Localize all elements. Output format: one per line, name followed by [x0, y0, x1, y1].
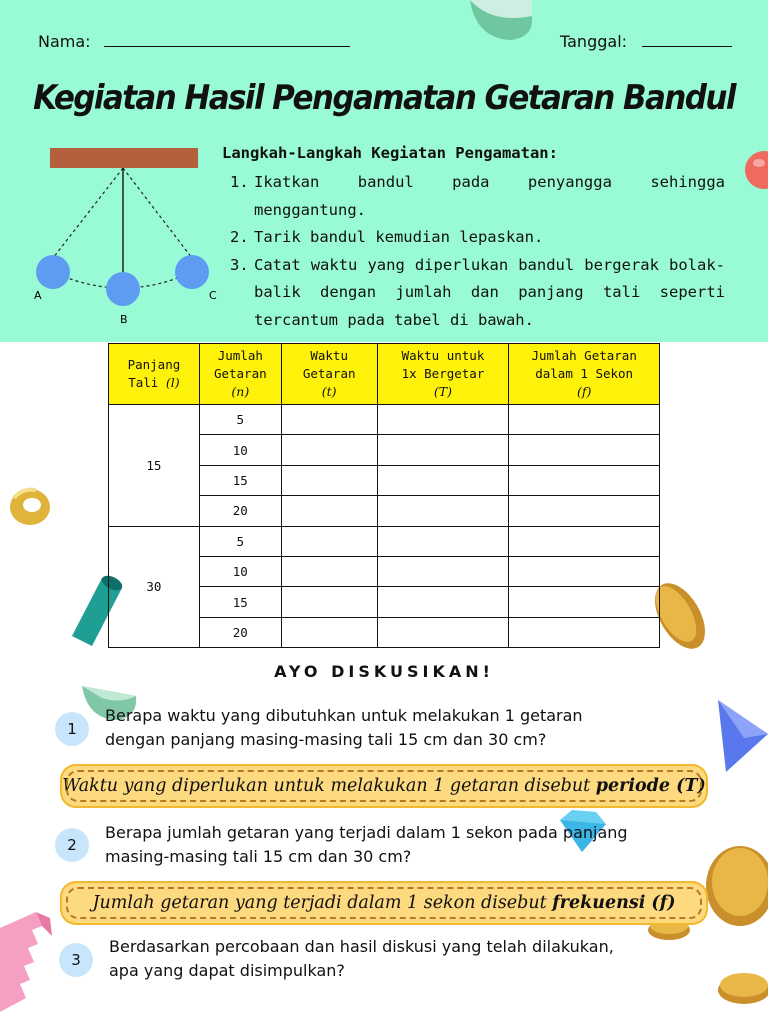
question-2 — [105, 821, 628, 869]
answer-cell[interactable] — [509, 465, 660, 495]
answer-cell[interactable] — [377, 617, 509, 647]
question-line: masing-masing tali 15 cm dan 30 cm? — [105, 847, 412, 866]
steps-heading: Langkah-Langkah Kegiatan Pengamatan: — [222, 144, 558, 162]
question-line: Berapa waktu yang dibutuhkan untuk melakukan 1 getaran — [105, 706, 583, 725]
step-item — [230, 252, 725, 335]
count-cell: 5 — [199, 405, 281, 435]
count-cell: 20 — [199, 496, 281, 526]
step-item — [230, 224, 725, 252]
answer-cell[interactable] — [281, 587, 377, 617]
count-cell: 15 — [199, 465, 281, 495]
question-number-badge: 1 — [55, 712, 89, 746]
answer-cell[interactable] — [377, 526, 509, 556]
header-waktu-getaran: Waktu Getaran (t) — [281, 344, 377, 405]
answer-cell[interactable] — [281, 435, 377, 465]
question-1 — [105, 704, 583, 752]
coin-stack-decoration — [696, 842, 768, 928]
answer-cell[interactable] — [281, 405, 377, 435]
answer-cell[interactable] — [377, 435, 509, 465]
answer-cell[interactable] — [377, 587, 509, 617]
count-cell: 10 — [199, 435, 281, 465]
answer-cell[interactable] — [281, 496, 377, 526]
bob-c — [175, 255, 209, 289]
label-c: C — [209, 289, 217, 302]
banner-text: Jumlah getaran yang terjadi dalam 1 sekon disebut frekuensi (f) — [92, 893, 676, 913]
date-field[interactable] — [560, 32, 732, 51]
label-b: B — [120, 313, 128, 326]
red-ball-decoration — [740, 150, 768, 190]
bob-b — [106, 272, 140, 306]
answer-cell[interactable] — [509, 556, 660, 586]
step-number: 3. — [230, 255, 249, 274]
count-cell: 20 — [199, 617, 281, 647]
bob-a — [36, 255, 70, 289]
header-panjang-tali: Panjang Tali (l) — [109, 344, 200, 405]
answer-cell[interactable] — [509, 405, 660, 435]
question-number-badge: 3 — [59, 943, 93, 977]
banner-text: Waktu yang diperlukan untuk melakukan 1 getaran disebut periode (T) — [62, 776, 706, 796]
answer-cell[interactable] — [509, 435, 660, 465]
answer-cell[interactable] — [377, 496, 509, 526]
answer-cell[interactable] — [377, 465, 509, 495]
steps-list — [230, 169, 725, 334]
answer-cell[interactable] — [281, 526, 377, 556]
length-cell: 15 — [109, 405, 200, 527]
banner-term: frekuensi (f) — [552, 893, 676, 913]
page-title: Kegiatan Hasil Pengamatan Getaran Bandul — [33, 78, 735, 118]
answer-cell[interactable] — [281, 465, 377, 495]
step-text: Catat waktu yang diperlukan bandul bergerak bolak-balik dengan jumlah dan panjang tali seperti tercantum pada tabel di bawah. — [254, 255, 725, 329]
periode-banner — [60, 764, 708, 808]
answer-cell[interactable] — [377, 556, 509, 586]
green-hemisphere-decoration — [466, 0, 536, 42]
question-number-badge: 2 — [55, 828, 89, 862]
name-label: Nama: — [38, 32, 91, 51]
table-row — [109, 526, 660, 556]
question-3 — [109, 935, 614, 983]
step-text: Tarik bandul kemudian lepaskan. — [254, 228, 544, 246]
table-header-row — [109, 344, 660, 405]
pink-steps-decoration — [0, 908, 54, 1016]
answer-cell[interactable] — [509, 526, 660, 556]
question-line: apa yang dapat disimpulkan? — [109, 961, 345, 980]
header-jumlah-1-sekon: Jumlah Getaran dalam 1 Sekon (f) — [509, 344, 660, 405]
step-number: 1. — [230, 173, 249, 191]
count-cell: 15 — [199, 587, 281, 617]
answer-cell[interactable] — [509, 617, 660, 647]
header-waktu-1x: Waktu untuk 1x Bergetar (T) — [377, 344, 509, 405]
question-line: Berapa jumlah getaran yang terjadi dalam 1 sekon pada panjang — [105, 823, 628, 842]
step-text: Ikatkan bandul pada penyangga sehingga menggantung. — [254, 173, 725, 219]
question-line: Berdasarkan percobaan dan hasil diskusi yang telah dilakukan, — [109, 937, 614, 956]
answer-cell[interactable] — [509, 587, 660, 617]
pendulum-diagram — [24, 146, 224, 330]
date-line[interactable] — [642, 32, 732, 47]
observation-table — [108, 343, 660, 648]
step-item — [230, 169, 725, 224]
step-number: 2. — [230, 228, 249, 246]
count-cell: 5 — [199, 526, 281, 556]
answer-cell[interactable] — [377, 405, 509, 435]
header-jumlah-getaran: Jumlah Getaran (n) — [199, 344, 281, 405]
table-row — [109, 405, 660, 435]
answer-cell[interactable] — [281, 617, 377, 647]
count-cell: 10 — [199, 556, 281, 586]
question-line: dengan panjang masing-masing tali 15 cm dan 30 cm? — [105, 730, 547, 749]
ring-decoration — [6, 484, 54, 530]
banner-term: periode (T) — [595, 776, 706, 796]
bottom-coin-decoration — [712, 966, 768, 1008]
name-field[interactable] — [38, 32, 350, 51]
label-a: A — [34, 289, 42, 302]
date-label: Tanggal: — [560, 32, 628, 51]
name-line[interactable] — [104, 32, 350, 47]
length-cell: 30 — [109, 526, 200, 648]
frekuensi-banner — [60, 881, 708, 925]
discussion-heading: AYO DISKUSIKAN! — [274, 662, 494, 681]
answer-cell[interactable] — [281, 556, 377, 586]
pendulum-support — [50, 148, 198, 168]
answer-cell[interactable] — [509, 496, 660, 526]
cone-decoration — [712, 698, 768, 774]
